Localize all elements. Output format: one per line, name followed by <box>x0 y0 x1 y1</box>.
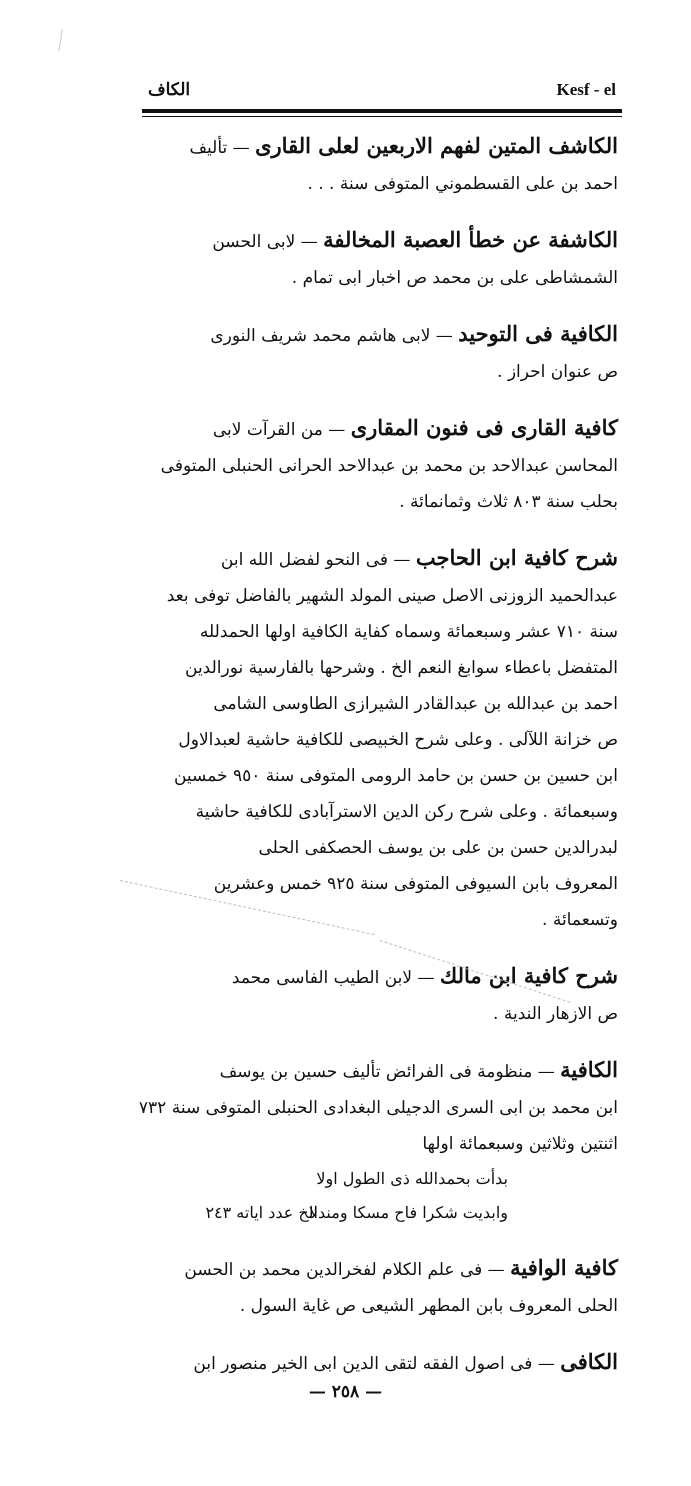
entry-text: — فى النحو لفضل الله ابن <box>220 550 416 570</box>
entry-line <box>150 758 618 794</box>
entry-text: — لابى الحسن <box>212 232 324 252</box>
header-rule-thin <box>142 116 622 117</box>
entry-line <box>150 686 618 722</box>
entry-text: عبدالحميد الزوزنى الاصل صينى المولد الشهير بالفاضل توفى بعد <box>166 586 618 606</box>
entry-text: ابن حسين بن حسن بن حامد الرومى المتوفى سنة ٩٥٠ خمسين <box>173 766 618 786</box>
entry-line <box>150 448 618 484</box>
poem-hemistich: وابديت شكرا فاح مسكا ومندلا <box>308 1203 508 1222</box>
bibliography-entry <box>150 540 618 938</box>
entry-first-line <box>150 1250 618 1288</box>
entry-line <box>150 866 618 902</box>
entry-line <box>138 1090 618 1126</box>
entry-text: — من القرآت لابى <box>212 420 351 440</box>
entry-text: اثنتين وثلاثين وسبعمائة اولها <box>422 1134 618 1154</box>
entry-text: — لابن الطيب الفاسى محمد <box>231 968 440 988</box>
bibliography-entry <box>150 316 618 390</box>
entry-first-line <box>150 958 618 996</box>
header-rule-thick <box>142 109 622 113</box>
entry-text: المحاسن عبدالاحد بن محمد بن عبدالاحد الحرانى الحنبلى المتوفى <box>160 456 618 476</box>
entry-title: الكافية <box>560 1057 618 1082</box>
entry-line <box>150 260 618 296</box>
poem-hemistich: بدأت بحمدالله ذى الطول اولا <box>316 1169 508 1188</box>
entry-text: ص خزانة اللآلى . وعلى شرح الخبيصى للكافية حاشية لعبدالاول <box>178 730 618 750</box>
entry-text: لبدرالدين حسن بن على بن يوسف الحصكفى الحلى <box>258 838 618 858</box>
entry-text: — فى اصول الفقه لتقى الدين ابى الخير منصور ابن <box>193 1354 561 1374</box>
entry-line <box>150 902 618 938</box>
entry-title: شرح كافية ابن مالك <box>439 963 618 988</box>
entry-title: شرح كافية ابن الحاجب <box>415 545 618 570</box>
entry-first-line <box>150 128 618 166</box>
header-latin-keyword: Kesf - el <box>556 80 616 99</box>
entry-title: كافية القارى فى فنون المقارى <box>350 415 618 440</box>
entry-title: كافية الوافية <box>510 1255 618 1280</box>
entry-line <box>150 1126 618 1162</box>
entry-line <box>150 996 618 1032</box>
entry-text: المتفضل باعطاء سوابغ النعم الخ . وشرحها بالفارسية نورالدين <box>185 658 618 678</box>
bibliography-entry <box>150 1250 618 1324</box>
entry-text: الحلى المعروف بابن المطهر الشيعى ص غاية السول . <box>239 1296 618 1316</box>
page-number: — ٢٥٨ — <box>308 1382 383 1402</box>
entry-text: — تأليف <box>189 138 256 158</box>
entry-line <box>150 794 618 830</box>
entries-column <box>138 128 618 1402</box>
entry-first-line <box>150 1344 618 1382</box>
entry-text: سنة ٧١٠ عشر وسبعمائة وسماه كفاية الكافية اولها الحمدلله <box>199 622 618 642</box>
poem-verse <box>150 1162 618 1196</box>
entry-line <box>150 484 618 520</box>
entry-line <box>150 614 618 650</box>
entry-text: وتسعمائة . <box>542 910 618 930</box>
poem-verse-count: الخ عدد اياته ٢٤٣ <box>205 1203 318 1222</box>
entry-text: ص الازهار الندية . <box>493 1004 618 1024</box>
entry-line <box>150 722 618 758</box>
bibliography-entry <box>150 128 618 202</box>
bibliography-entry <box>138 1052 618 1230</box>
pencil-mark <box>58 29 71 52</box>
entry-text: بحلب سنة ٨٠٣ ثلاث وثمانمائة . <box>399 492 618 512</box>
entry-text: ص عنوان احراز . <box>497 362 618 382</box>
entry-first-line <box>150 540 618 578</box>
entry-text: — فى علم الكلام لفخرالدين محمد بن الحسن <box>184 1260 511 1280</box>
entry-text: ابن محمد بن ابى السرى الدجيلى البغدادى الحنبلى المتوفى سنة ٧٣٢ <box>138 1098 618 1118</box>
entry-title: الكاشفة عن خطأ العصبة المخالفة <box>323 227 618 252</box>
entry-title: الكافى <box>560 1349 618 1374</box>
bibliography-entry <box>150 1344 618 1382</box>
running-header <box>142 78 620 108</box>
entry-text: — منظومة فى الفرائض تأليف حسين بن يوسف <box>219 1062 561 1082</box>
entry-text: — لابى هاشم محمد شريف النورى <box>210 326 459 346</box>
header-arabic-keyword: الكاف <box>148 80 191 100</box>
entry-title: الكاشف المتين لفهم الاربعين لعلى القارى <box>255 133 618 158</box>
entry-line <box>150 166 618 202</box>
entry-line <box>150 830 618 866</box>
entry-text: الشمشاطى على بن محمد ص اخبار ابى تمام . <box>291 268 618 288</box>
bibliography-entry <box>150 410 618 520</box>
poem-verse <box>150 1196 618 1230</box>
entry-first-line <box>150 1052 618 1090</box>
entry-title: الكافية فى التوحيد <box>458 321 618 346</box>
entry-text: المعروف بابن السيوفى المتوفى سنة ٩٢٥ خمس وعشرين <box>213 874 618 894</box>
entry-line <box>150 650 618 686</box>
entry-first-line <box>150 222 618 260</box>
bibliography-entry <box>150 222 618 296</box>
entry-line <box>150 578 618 614</box>
entry-first-line <box>150 316 618 354</box>
entry-line <box>150 1288 618 1324</box>
entry-text: وسبعمائة . وعلى شرح ركن الدين الاسترآبادى للكافية حاشية <box>195 802 618 822</box>
entry-line <box>150 354 618 390</box>
entry-first-line <box>150 410 618 448</box>
entry-text: احمد بن على القسطموني المتوفى سنة . . . <box>307 174 618 194</box>
entry-text: احمد بن عبدالله بن عبدالقادر الشيرازى الطاوسى الشامى <box>213 694 618 714</box>
